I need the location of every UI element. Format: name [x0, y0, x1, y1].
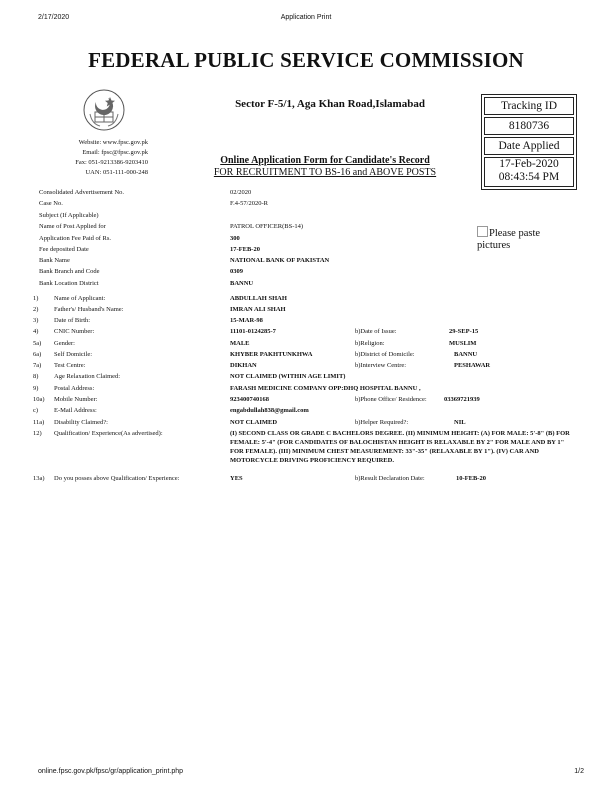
info-label: Application Fee Paid of Rs.: [39, 235, 112, 242]
uan: UAN: 051-111-000-248: [85, 169, 148, 176]
detail-value: 923400740168: [230, 396, 269, 403]
detail-sub-label: b)Religion:: [355, 340, 385, 347]
info-value: 17-FEB-20: [230, 246, 260, 253]
detail-label: Age Relaxation Claimed:: [54, 373, 121, 380]
info-label: Subject (If Applicable): [39, 212, 99, 219]
footer-page-number: 1/2: [574, 768, 584, 775]
info-label: Bank Branch and Code: [39, 268, 100, 275]
detail-number: 4): [33, 328, 39, 335]
detail-number: 11a): [33, 419, 45, 426]
info-value: 02/2020: [230, 189, 252, 196]
form-title: [190, 155, 460, 179]
detail-sub-label: b)Phone Office/ Residence:: [355, 396, 427, 403]
detail-value: FARASH MEDICINE COMPANY OPP:DHQ HOSPITAL BANNU ,: [230, 385, 421, 392]
form-title-line1: Online Application Form for Candidate's Record: [220, 155, 430, 166]
detail-sub-value: 29-SEP-15: [449, 328, 479, 335]
website: Website: www.fpsc.gov.pk: [78, 139, 148, 146]
info-label: Name of Post Applied for: [39, 223, 106, 230]
detail-sub-value: 10-FEB-20: [456, 475, 486, 482]
info-label: Fee deposited Date: [39, 246, 89, 253]
detail-sub-label: b)Result Declaration Date:: [355, 475, 425, 482]
email: Email: fpsc@fpsc.gov.pk: [82, 149, 148, 156]
detail-label: Gender:: [54, 340, 75, 347]
detail-number: 2): [33, 306, 39, 313]
contact-info: [38, 138, 148, 178]
detail-value: 11101-0124285-7: [230, 328, 276, 335]
detail-sub-value: BANNU: [454, 351, 478, 358]
detail-number: 12): [33, 430, 42, 437]
detail-number: 6a): [33, 351, 42, 358]
info-label: Case No.: [39, 200, 63, 207]
photo-alt-text: Please paste pictures: [477, 228, 541, 251]
date-applied-value: [484, 157, 574, 187]
page-title: FEDERAL PUBLIC SERVICE COMMISSION: [88, 48, 524, 72]
detail-label: Father's/ Husband's Name:: [54, 306, 124, 313]
detail-value: KHYBER PAKHTUNKHWA: [230, 351, 313, 358]
government-seal-icon: [82, 88, 126, 132]
detail-number: 9): [33, 385, 39, 392]
detail-label: Postal Address:: [54, 385, 95, 392]
detail-sub-value: NIL: [454, 419, 466, 426]
info-label: Bank Name: [39, 257, 70, 264]
detail-value: YES: [230, 475, 243, 482]
info-value: BANNU: [230, 280, 254, 287]
detail-label: Disability Claimed?:: [54, 419, 108, 426]
detail-number: 5a): [33, 340, 42, 347]
detail-number: 3): [33, 317, 39, 324]
date-applied-time: 08:43:54 PM: [498, 171, 560, 183]
print-header-title: Application Print: [280, 14, 332, 21]
detail-label: Test Centre:: [54, 362, 86, 369]
detail-label: CNIC Number:: [54, 328, 95, 335]
fax: Fax: 051-9213386-9203410: [75, 159, 148, 166]
detail-label: Date of Birth:: [54, 317, 91, 324]
info-value: NATIONAL BANK OF PAKISTAN: [230, 257, 330, 264]
detail-sub-label: b)District of Domicile:: [355, 351, 415, 358]
info-label: Consolidated Advertisement No.: [39, 189, 125, 196]
detail-value: IMRAN ALI SHAH: [230, 306, 286, 313]
detail-label: Name of Applicant:: [54, 295, 106, 302]
info-value: PATROL OFFICER(BS-14): [230, 223, 304, 230]
detail-number: 1): [33, 295, 39, 302]
photo-placeholder: [477, 226, 567, 252]
detail-sub-value: MUSLIM: [449, 340, 477, 347]
broken-image-icon: [477, 226, 488, 237]
detail-value: ABDULLAH SHAH: [230, 295, 287, 302]
detail-sub-label: b)Date of Issue:: [355, 328, 397, 335]
detail-label: E-Mail Address:: [54, 407, 97, 414]
detail-value: (I) SECOND CLASS OR GRADE C BACHELORS DEGREE. (II) MINIMUM HEIGHT: (A) FOR MALE: 5'-8" (B) FOR FEMALE: 5'-4" (FOR CANDIDATES OF BALOCHISTAN HEIGHT IS RELAXABLE BY 2" FOR MALE AND BY 1" FOR FEMALE). (III) MINIMUM CHEST MEASUREMENT: 33"-35" (RELAXABLE BY 1"). (IV) CAR AND MOTORCYCLE DRIVING PROFICIENCY REQUIRED.: [230, 430, 570, 464]
tracking-id-label: Tracking ID: [484, 97, 574, 115]
date-applied-label: Date Applied: [484, 137, 574, 155]
tracking-id-value: 8180736: [484, 117, 574, 135]
detail-sub-label: b)Interview Centre:: [355, 362, 407, 369]
detail-sub-value: 03369721939: [444, 396, 480, 403]
detail-sub-value: PESHAWAR: [454, 362, 491, 369]
detail-number: c): [33, 407, 39, 414]
detail-label: Qualification/ Experience(As advertised):: [54, 430, 163, 437]
office-address: Sector F-5/1, Aga Khan Road,Islamabad: [235, 98, 425, 110]
detail-row-qualification: [0, 429, 612, 471]
detail-number: 8): [33, 373, 39, 380]
detail-number: 7a): [33, 362, 42, 369]
print-date: 2/17/2020: [38, 14, 70, 21]
info-value: 300: [230, 235, 240, 242]
info-value: F.4-57/2020-R: [230, 200, 268, 207]
detail-value: MALE: [230, 340, 250, 347]
detail-label: Do you posses above Qualification/ Experience:: [54, 475, 180, 482]
detail-label: Mobile Number:: [54, 396, 98, 403]
detail-number: 10a): [33, 396, 45, 403]
detail-value: NOT CLAIMED: [230, 419, 278, 426]
detail-sub-label: b)Helper Required?:: [355, 419, 409, 426]
detail-value: engabdullah838@gmail.com: [230, 407, 309, 414]
date-applied-date: 17-Feb-2020: [499, 158, 559, 170]
detail-number: 13a): [33, 475, 45, 482]
detail-value: DIKHAN: [230, 362, 257, 369]
form-title-line2: FOR RECRUITMENT TO BS-16 and ABOVE POSTS: [213, 167, 437, 178]
footer-url: online.fpsc.gov.pk/fpsc/gr/application_print.php: [38, 768, 184, 775]
detail-value: NOT CLAIMED (WITHIN AGE LIMIT): [230, 373, 346, 380]
info-value: 0309: [230, 268, 243, 275]
detail-value: 15-MAR-98: [230, 317, 263, 324]
info-label: Bank Location District: [39, 280, 99, 287]
detail-label: Self Domicile:: [54, 351, 93, 358]
tracking-box: [481, 94, 577, 190]
